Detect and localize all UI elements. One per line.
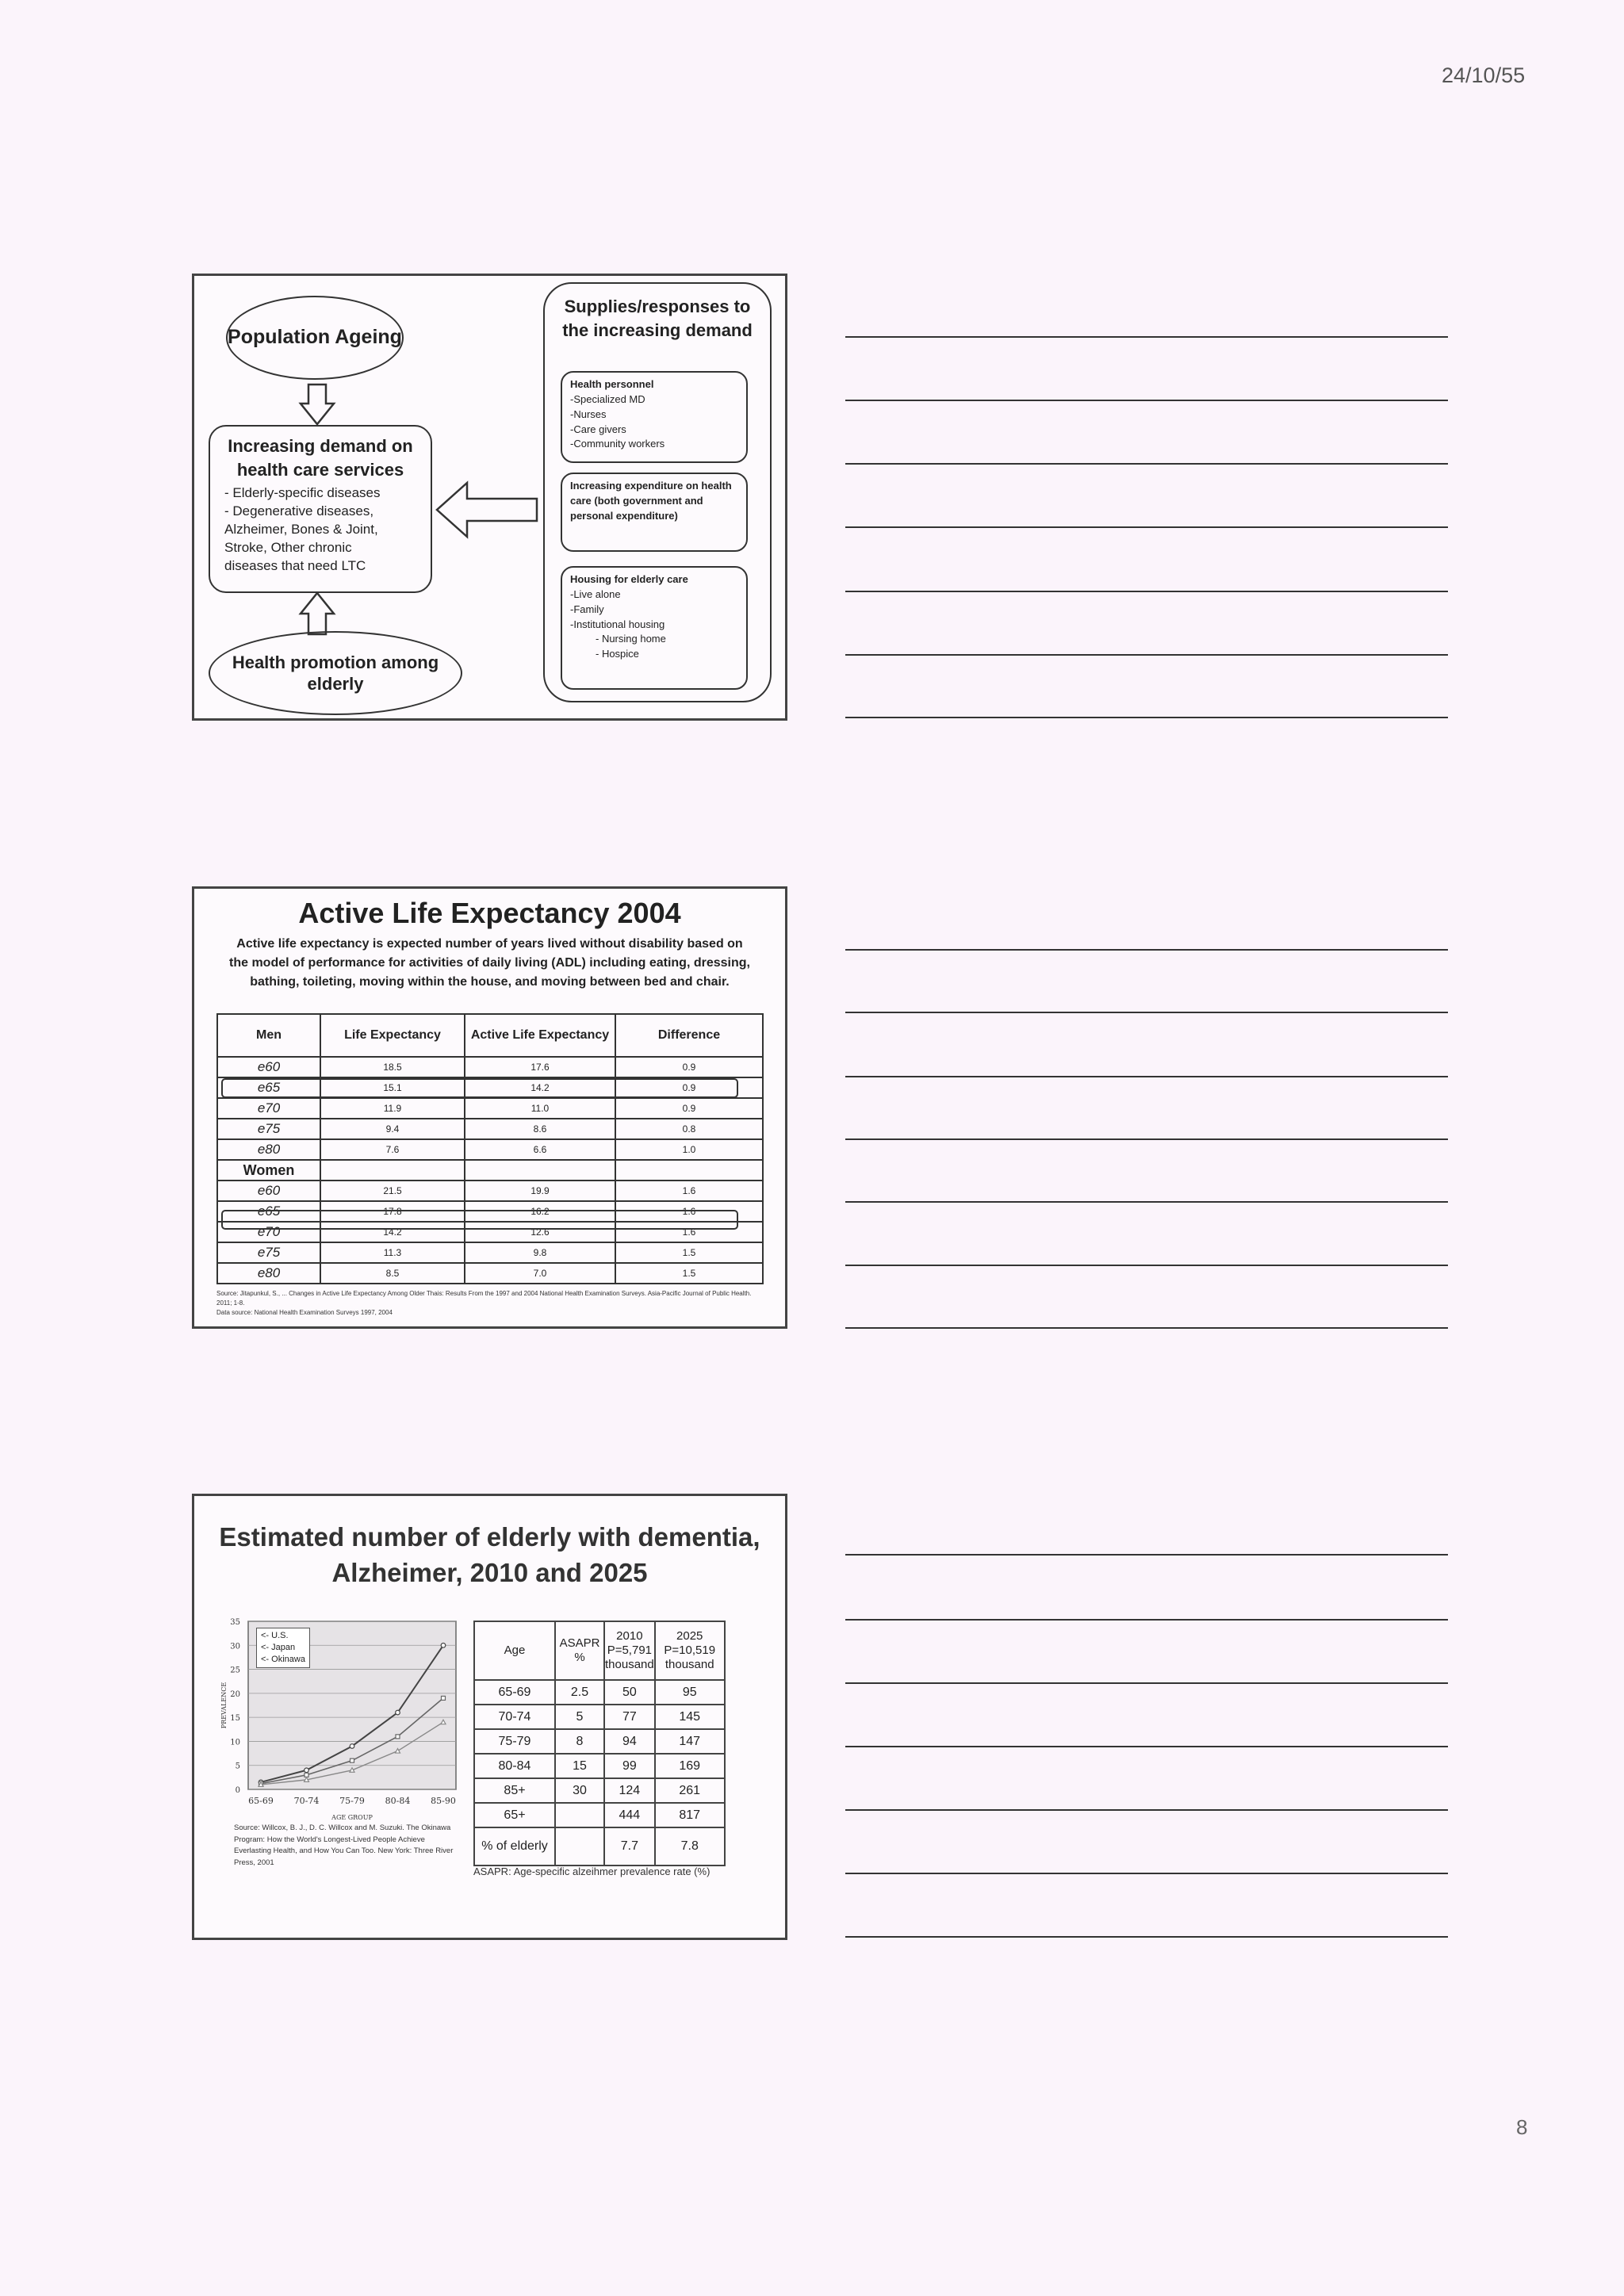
table-row: 65+ 444 817 — [474, 1803, 725, 1827]
note-line — [845, 463, 1448, 465]
table-row: e75 11.3 9.8 1.5 — [217, 1242, 763, 1263]
x-tick-label: 70-74 — [293, 1796, 320, 1806]
up-arrow-icon — [299, 591, 335, 636]
highlight-women-e65 — [221, 1210, 738, 1230]
table-row: e65 17.8 16.2 1.6 — [217, 1201, 763, 1222]
slide3-title: Estimated number of elderly with dementia, Alzheimer, 2010 and 2025 — [219, 1522, 760, 1587]
ale-table — [216, 1013, 764, 1284]
y-tick-label: 5 — [235, 1762, 240, 1771]
y-tick-label: 0 — [235, 1786, 240, 1795]
note-line — [845, 1138, 1448, 1140]
note-line — [845, 1746, 1448, 1747]
table-header-row: Men Life Expectancy Active Life Expectancy Difference — [217, 1014, 763, 1057]
table-row: % of elderly 7.7 7.8 — [474, 1827, 725, 1866]
note-line — [845, 1265, 1448, 1266]
table-header-row: Age ASAPR % 2010 P=5,791 thousand 2025 P=10,519 thousand — [474, 1621, 725, 1680]
note-line — [845, 1554, 1448, 1556]
legend-japan: <- Japan — [261, 1642, 296, 1652]
x-tick-label: 65-69 — [248, 1796, 274, 1806]
page-number: 8 — [1516, 2115, 1528, 2139]
table-row: 70-74 5 77 145 — [474, 1705, 725, 1729]
y-tick-label: 25 — [230, 1666, 240, 1675]
slide2-title: Active Life Expectancy 2004 — [298, 897, 681, 929]
note-line — [845, 949, 1448, 951]
prevalence-line-chart — [194, 1613, 472, 1821]
supplies-title: Supplies/responses to the increasing demand — [562, 297, 753, 340]
y-tick-label: 15 — [230, 1714, 240, 1724]
slide-ageing-diagram — [192, 274, 787, 721]
y-tick-label: 30 — [230, 1642, 240, 1651]
note-line — [845, 1076, 1448, 1077]
population-ageing-oval: Population Ageing — [226, 296, 404, 380]
note-line — [845, 1201, 1448, 1203]
note-line — [845, 654, 1448, 656]
left-arrow-icon — [434, 480, 538, 540]
note-line — [845, 1873, 1448, 1874]
table-row: 75-79 8 94 147 — [474, 1729, 725, 1754]
data-point — [442, 1696, 446, 1700]
housing-box: Housing for elderly care -Live alone -Family -Institutional housing - Nursing home - Hospice — [561, 566, 748, 690]
slide-active-life-expectancy — [192, 886, 787, 1329]
table-row: e70 11.9 11.0 0.9 — [217, 1098, 763, 1119]
table-row: e80 7.6 6.6 1.0 — [217, 1139, 763, 1160]
data-point — [350, 1758, 354, 1762]
table-row: e60 18.5 17.6 0.9 — [217, 1057, 763, 1077]
asapr-note: ASAPR: Age-specific alzeihmer prevalence rate (%) — [473, 1866, 710, 1877]
table-row: e65 15.1 14.2 0.9 — [217, 1077, 763, 1098]
note-line — [845, 1809, 1448, 1811]
note-line — [845, 336, 1448, 338]
note-line — [845, 1936, 1448, 1938]
note-line — [845, 1619, 1448, 1621]
demand-title: Increasing demand on health care services — [228, 436, 413, 480]
slide2-description: Active life expectancy is expected number of years lived without disability based on the model of performance for activities of daily living (ADL) including eating, dressing, bathing, toileting, moving within the house, and moving between bed and chair. — [229, 937, 750, 989]
slide2-source: Source: Jitapunkul, S., ... Changes in Active Life Expectancy Among Older Thais: Results From the 1997 and 2004 National Health Examination Surveys. Asia-Pacific Journal of Public Health. 2011; 1-8. Data source: National Health Examination Surveys 1997, 2004 — [216, 1290, 752, 1316]
slide3-source: Source: Willcox, B. J., D. C. Willcox and M. Suzuki. The Okinawa Program: How the World's Longest-Lived People Achieve Everlasting Health, and How You Can Too. New York: Three River Press, 2001 — [234, 1823, 454, 1868]
x-tick-label: 80-84 — [385, 1796, 411, 1806]
y-tick-label: 10 — [230, 1738, 240, 1747]
table-row: 80-84 15 99 169 — [474, 1754, 725, 1778]
x-tick-label: 85-90 — [431, 1796, 456, 1806]
note-line — [845, 400, 1448, 401]
note-line — [845, 591, 1448, 592]
table-row: 85+ 30 124 261 — [474, 1778, 725, 1803]
x-tick-label: 75-79 — [339, 1796, 365, 1806]
table-row: e70 14.2 12.6 1.6 — [217, 1222, 763, 1242]
note-line — [845, 717, 1448, 718]
data-point — [350, 1744, 354, 1749]
demand-box — [209, 425, 432, 593]
note-line — [845, 1012, 1448, 1013]
data-point — [396, 1735, 400, 1739]
demand-list: - Elderly-specific diseases - Degenerative diseases, Alzheimer, Bones & Joint, Stroke, Other chronic diseases that need LTC — [224, 485, 381, 574]
chart-legend — [256, 1628, 310, 1668]
highlight-men-e65 — [221, 1078, 738, 1098]
table-row: e80 8.5 7.0 1.5 — [217, 1263, 763, 1284]
table-row: 65-69 2.5 50 95 — [474, 1680, 725, 1705]
note-line — [845, 1682, 1448, 1684]
note-line — [845, 526, 1448, 528]
y-axis-label: PREVALENCE — [220, 1682, 228, 1729]
header-date: 24/10/55 — [1442, 63, 1526, 87]
down-arrow-icon — [299, 383, 335, 426]
dementia-table — [473, 1621, 726, 1866]
table-section-row: Women — [217, 1160, 763, 1181]
slide-dementia-estimates — [192, 1494, 787, 1940]
note-line — [845, 1327, 1448, 1329]
data-point — [396, 1710, 400, 1715]
expenditure-box: Increasing expenditure on health care (both government and personal expenditure) — [561, 473, 748, 552]
x-axis-label: AGE GROUP — [331, 1814, 373, 1821]
health-personnel-box: Health personnel -Specialized MD -Nurses -Care givers -Community workers — [561, 371, 748, 463]
health-promotion-oval: Health promotion among elderly — [209, 631, 462, 715]
legend-us: <- U.S. — [261, 1631, 289, 1640]
data-point — [441, 1643, 446, 1647]
y-tick-label: 35 — [230, 1618, 240, 1627]
data-point — [304, 1768, 309, 1773]
data-point — [304, 1773, 308, 1777]
table-row: e75 9.4 8.6 0.8 — [217, 1119, 763, 1139]
y-tick-label: 20 — [230, 1689, 240, 1699]
table-row: e60 21.5 19.9 1.6 — [217, 1181, 763, 1201]
legend-okinawa: <- Okinawa — [261, 1654, 305, 1664]
